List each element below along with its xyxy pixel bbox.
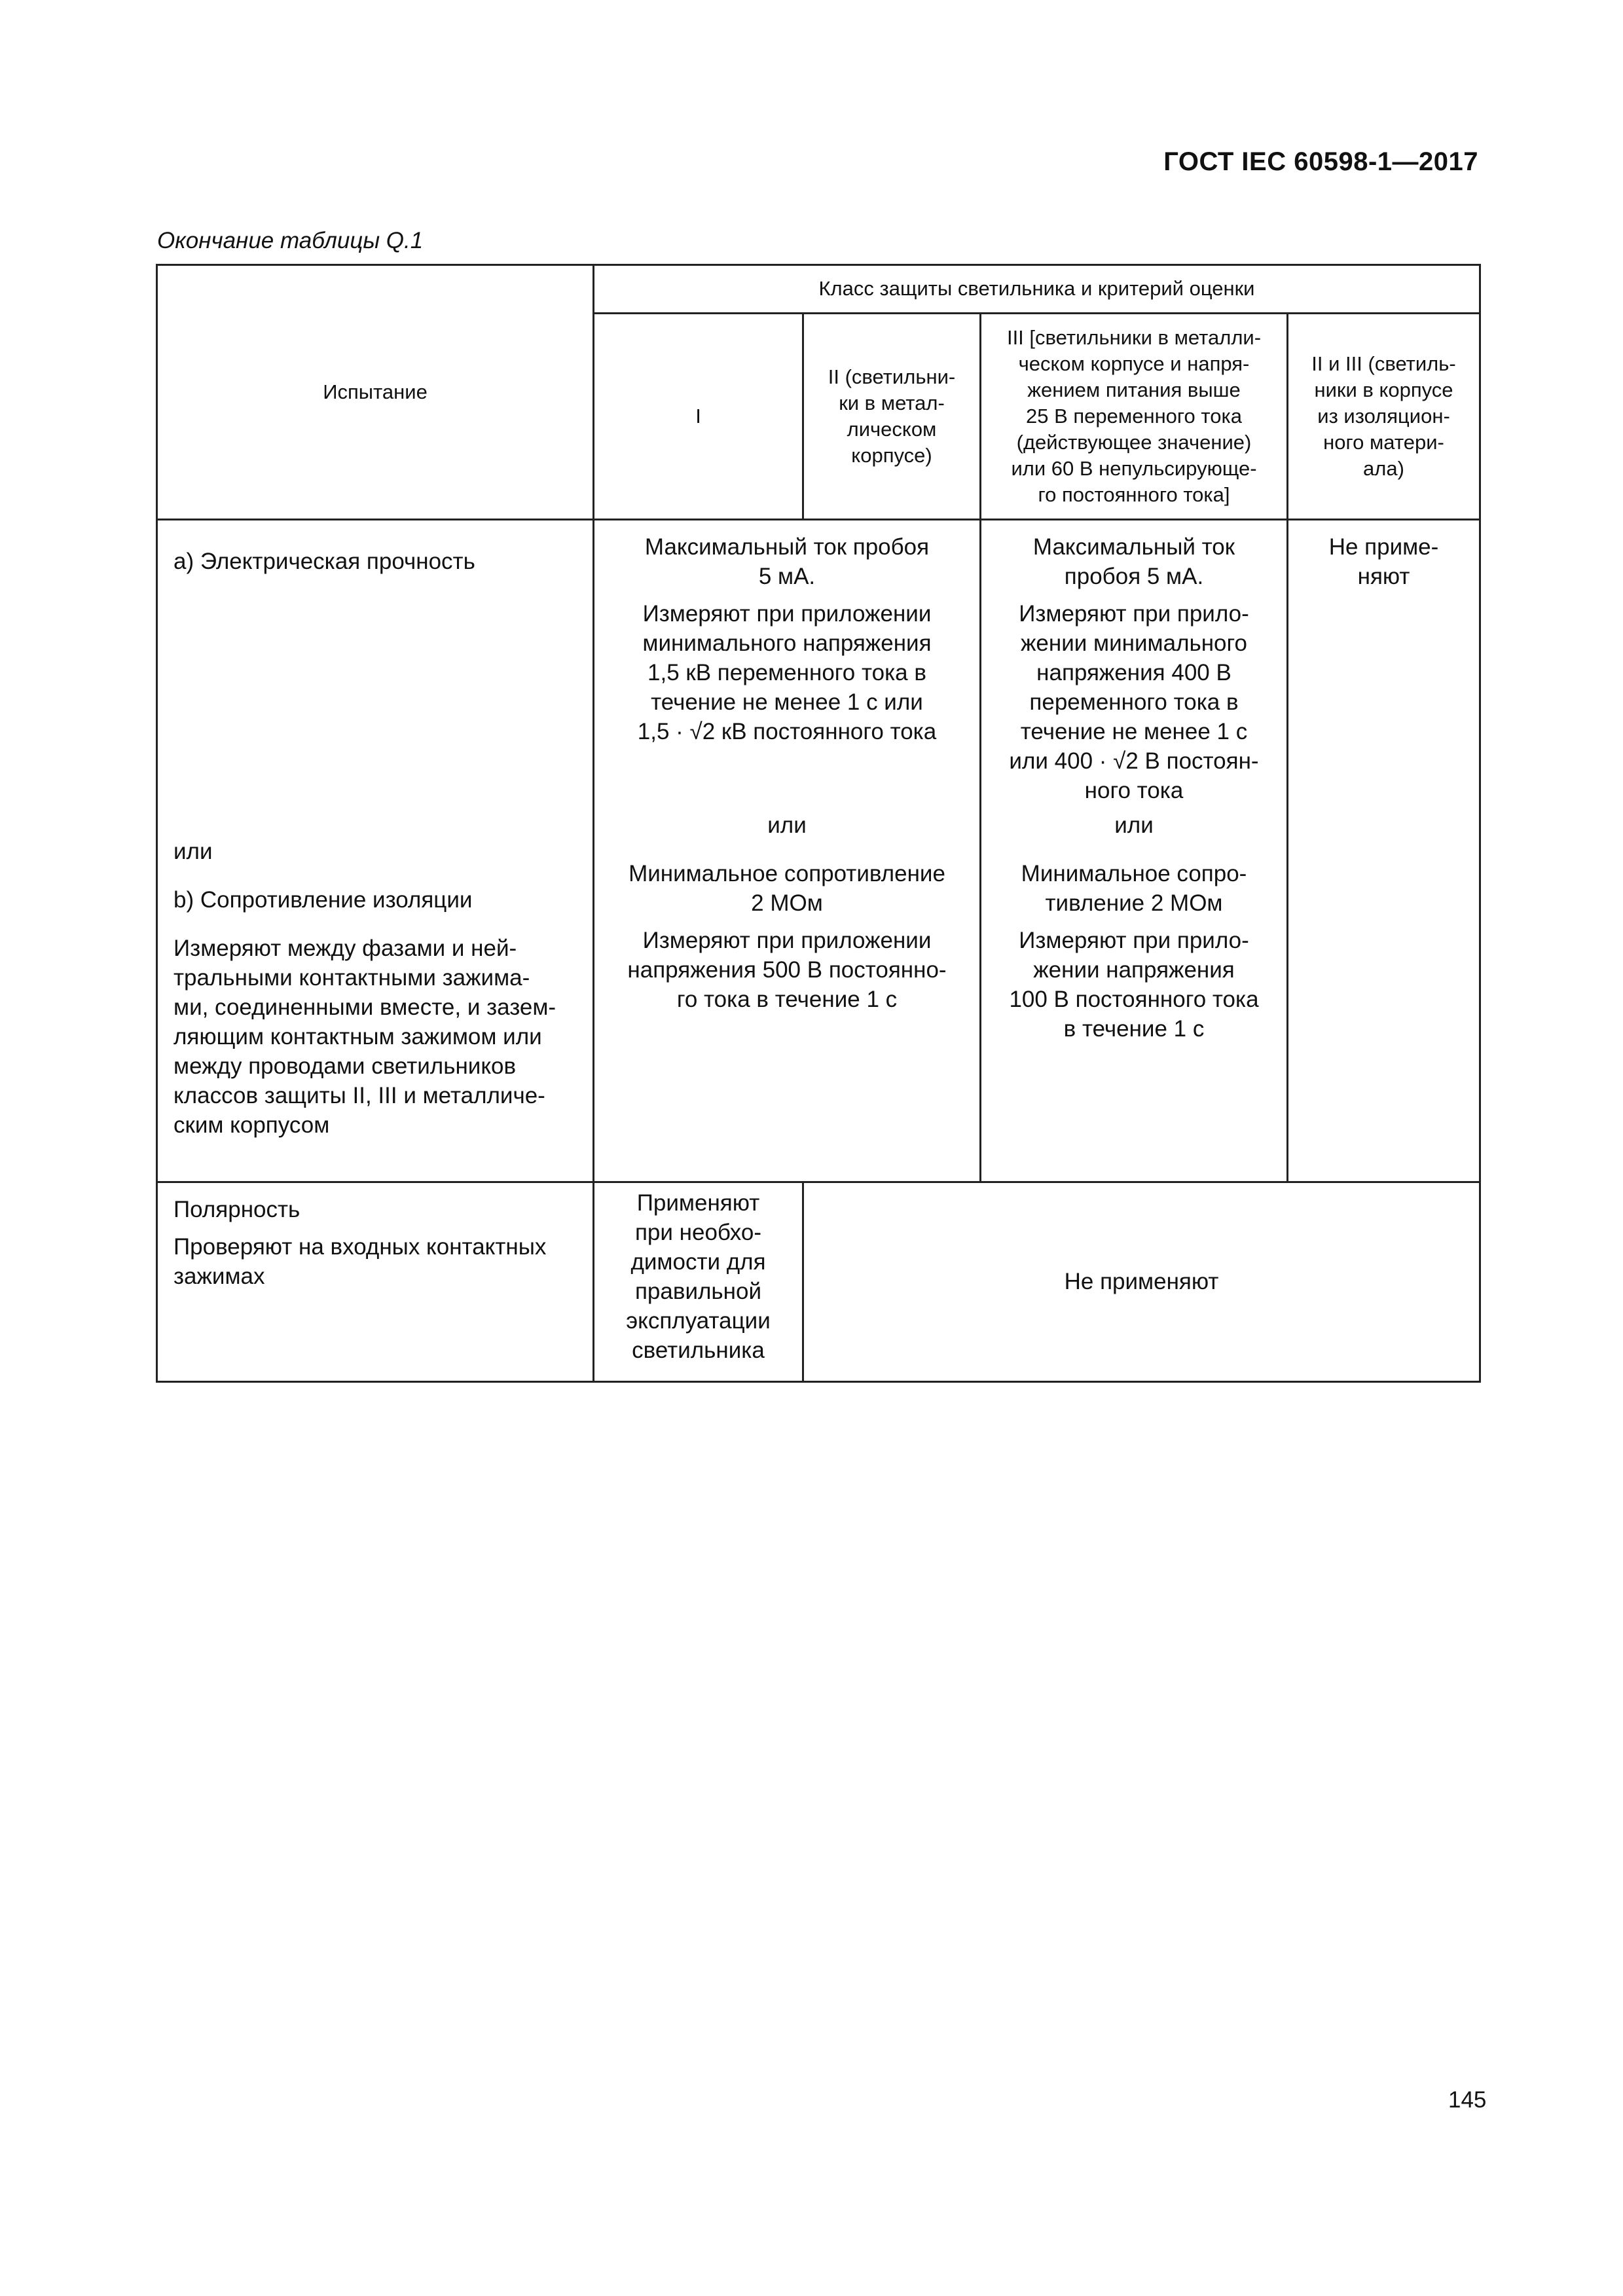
header-class-I: I — [594, 313, 803, 519]
header-class-II-III-insulated: II и III (светиль- ники в корпусе из изоляцион- ного матери- ала) — [1288, 313, 1480, 519]
row-electrical-strength-test: a) Электрическая прочность или b) Сопротивление изоляции Измеряют между фазами и ней- тральными контактными зажима- ми, соединенными вместе, и зазем- ляющим контактным зажимом или между проводами светильников классов защиты II, III и металличе- ским корпусом — [157, 519, 594, 1182]
row-polarity-test: Полярность Проверяют на входных контактных зажимах — [157, 1182, 594, 1381]
row-electrical-strength-class-III: Максимальный ток пробоя 5 мА. Измеряют при прило- жении минимального напряжения 400 В переменного тока в течение не менее 1 с или 400 · √2 В постоян- ного тока или Минимальное сопро- тивление 2 МОм Измеряют при прило- жении напряжения 100 В постоянного тока в течение 1 с — [981, 519, 1288, 1182]
standard-designation: ГОСТ IEC 60598-1—2017 — [1163, 147, 1478, 176]
row-polarity-other-classes: Не применяют — [803, 1182, 1480, 1381]
insulation-measure-description: Измеряют между фазами и ней- тральными контактными зажима- ми, соединенными вместе, и зазем- ляющим контактным зажимом или между проводами светильников классов защиты II, III и металличе- ским корпусом — [173, 935, 556, 1138]
header-test: Испытание — [157, 265, 594, 520]
header-class-III-metal: III [светильники в металли- ческом корпусе и напря- жением питания выше 25 В переменного тока (действующее значение) или 60 В непульсирующе- го постоянного тока] — [981, 313, 1288, 519]
header-class-II: II (светильни- ки в метал- лическом корпусе) — [803, 313, 981, 519]
table-q1 — [156, 264, 1481, 1383]
page-number: 145 — [1448, 2087, 1487, 2113]
header-protection-class: Класс защиты светильника и критерий оценки — [594, 265, 1480, 314]
row-electrical-strength-class-I-II: Максимальный ток пробоя 5 мА. Измеряют при приложении минимального напряжения 1,5 кВ переменного тока в течение не менее 1 с или 1,5 · √2 кВ постоянного тока или Минимальное сопротивление 2 МОм Измеряют при приложении напряжения 500 В постоянно- го тока в течение 1 с — [594, 519, 981, 1182]
row-electrical-strength-class-II-III: Не приме- няют — [1288, 519, 1480, 1182]
table-caption: Окончание таблицы Q.1 — [157, 228, 424, 253]
row-polarity-class-I: Применяют при необхо- димости для правильной эксплуатации светильника — [594, 1182, 803, 1381]
